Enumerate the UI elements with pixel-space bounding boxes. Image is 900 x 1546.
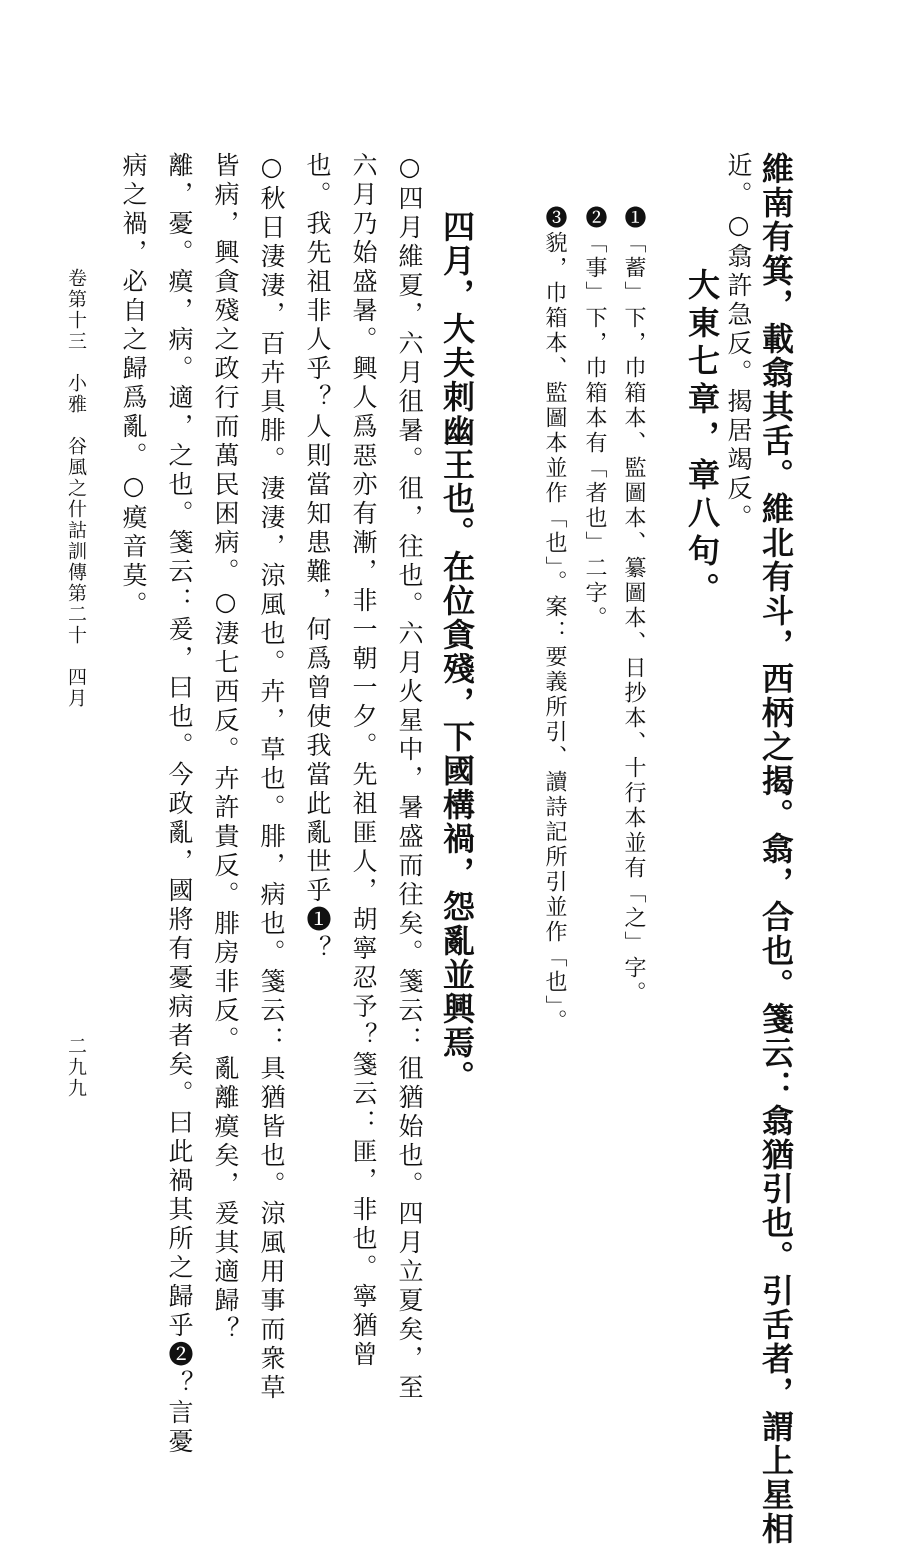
running-head: 卷第十三 小雅 谷風之什詁訓傳第二十 四月 [65,268,87,709]
collation-note-2: ❷「事」下，巾箱本有「者也」二字。 [582,206,607,631]
text-column-11: ○秋日淒淒，百卉具腓。淒淒，涼風也。卉，草也。腓，病也。箋云：具猶皆也。涼風用事而衆草 [257,152,286,1403]
chapter-count-heading: 大東七章，章八句。 [683,268,721,610]
poem-preface: 四月，大夫刺幽王也。在位貪殘，下國構禍，怨亂並興焉。 [438,210,476,1094]
collation-note-1: ❶「蓄」下，巾箱本、監圖本、纂圖本、日抄本、十行本並有「之」字。 [621,206,646,1006]
text-column-12: 皆病，興貪殘之政行而萬民困病。○淒七西反。卉許貴反。腓房非反。亂離瘼矣，爰其適歸？ [211,152,240,1345]
text-column-13: 離，憂。瘼，病。適，之也。箋云：爰，曰也。今政亂，國將有憂病者矣。曰此禍其所之歸乎❷？言憂 [165,152,194,1457]
text-column-10: 也。我先祖非人乎？人則當知患難，何爲曾使我當此亂世乎❶？ [303,152,332,964]
text-column-1: 維南有箕，載翕其舌。維北有斗，西柄之揭。翕，合也。箋云：翕猶引也。引舌者，謂上星相 [757,152,795,1546]
text-column-2: 近。○翕許急反。揭居竭反。 [724,152,753,533]
text-column-8: ○四月維夏，六月徂暑。徂，往也。六月火星中，暑盛而往矣。箋云：徂猶始也。四月立夏矣，至 [395,152,424,1403]
text-column-9: 六月乃始盛暑。興人爲惡亦有漸，非一朝一夕。先祖匪人，胡寧忍予？箋云：匪，非也。寧猶曾 [349,152,378,1370]
text-column-14: 病之禍，必自之歸爲亂。○瘼音莫。 [119,152,148,620]
collation-note-3: ❸貌，巾箱本、監圖本並作「也」。案：要義所引、讀詩記所引並作「也」。 [542,206,567,1034]
page-number: 二九九 [65,1036,87,1099]
